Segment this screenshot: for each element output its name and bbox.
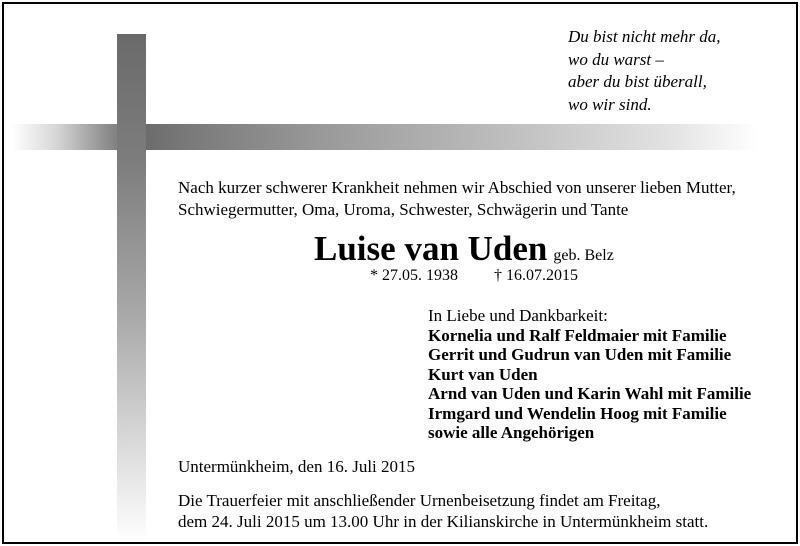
- mourner-entry: Arnd van Uden und Karin Wahl mit Familie: [428, 384, 752, 403]
- obituary-notice: [2, 2, 798, 544]
- poem-line: wo wir sind.: [568, 94, 652, 114]
- intro-line: Nach kurzer schwerer Krankheit nehmen wir Abschied von unserer lieben Mutter,: [178, 178, 736, 197]
- mourner-entry: Gerrit und Gudrun van Uden mit Familie: [428, 345, 732, 364]
- deceased-name-line: [314, 229, 614, 269]
- mourner-entry: Kornelia und Ralf Feldmaier mit Familie: [428, 325, 727, 345]
- poem-line: Du bist nicht mehr da,: [568, 27, 721, 46]
- mourner-entry: Kurt van Uden: [428, 364, 538, 384]
- poem-line: wo du warst –: [568, 49, 664, 69]
- service-line: dem 24. Juli 2015 um 13.00 Uhr in der Kilianskirche in Untermünkheim statt.: [178, 512, 709, 531]
- mourners-heading: In Liebe und Dankbarkeit:: [428, 306, 608, 325]
- maiden-name: geb. Belz: [553, 247, 614, 264]
- mourners-list: [428, 306, 751, 443]
- service-line: Die Trauerfeier mit anschließender Urnenbeisetzung findet am Freitag,: [178, 491, 661, 510]
- place-and-date: Untermünkheim, den 16. Juli 2015: [178, 457, 416, 476]
- death-date: † 16.07.2015: [494, 267, 578, 284]
- intro-text: [178, 177, 788, 221]
- life-dates: [370, 267, 578, 285]
- cross-vertical-bar: [117, 34, 146, 542]
- poem: [568, 26, 788, 116]
- funeral-service-info: [178, 490, 708, 532]
- mourner-entry: Irmgard und Wendelin Hoog mit Familie: [428, 403, 727, 423]
- birth-date: * 27.05. 1938: [370, 267, 458, 284]
- intro-line: Schwiegermutter, Oma, Uroma, Schwester, Schwägerin und Tante: [178, 200, 629, 219]
- mourner-entry: sowie alle Angehörigen: [428, 423, 595, 442]
- poem-line: aber du bist überall,: [568, 72, 707, 91]
- deceased-name: Luise van Uden: [314, 229, 548, 268]
